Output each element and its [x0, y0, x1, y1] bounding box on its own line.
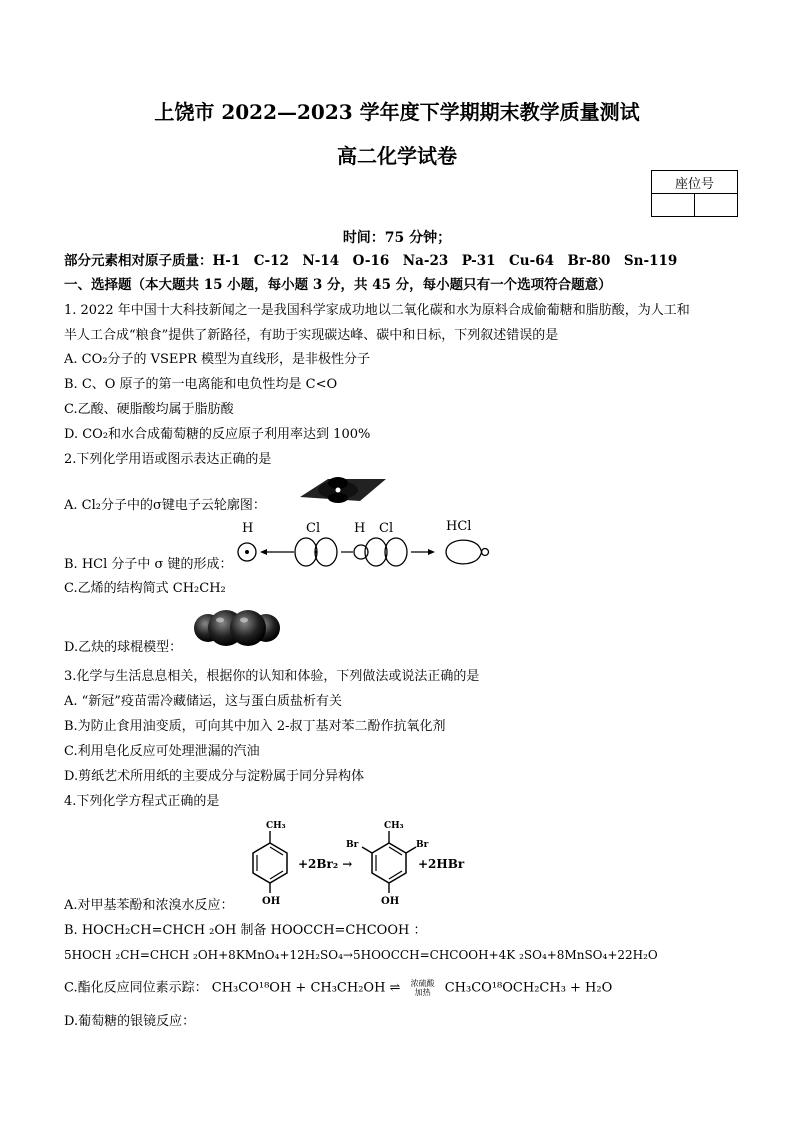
q1-option-a: A. CO₂分子的 VSEPR 模型为直线形，是非极性分子: [64, 352, 371, 367]
q4-option-b-2: 5HOCH ₂CH=CHCH ₂OH+8KMnO₄+12H₂SO₄→5HOOCCH=CHCOOH+4K ₂SO₄+8MnSO₄+22H₂O: [64, 948, 658, 962]
q4-c-cond-bottom: 加热: [414, 988, 431, 997]
diagram-label-hcl: HCl: [446, 519, 472, 534]
q4-option-d: D.葡萄糖的银镜反应：: [64, 1014, 196, 1029]
diagram-label-cl2: Cl: [379, 521, 394, 536]
acetylene-model-image: [192, 606, 282, 650]
exam-title: 上饶市 2022—2023 学年度下学期期末教学质量测试: [154, 100, 640, 124]
q1-option-c: C.乙酸、硬脂酸均属于脂肪酸: [64, 402, 234, 417]
q4-option-b-1: B. HOCH₂CH=CHCH ₂OH 制备 HOOCCH=CHCOOH ：: [64, 923, 427, 938]
exam-time: 时间：75 分钟；: [342, 230, 452, 246]
product-label: +2HBr: [418, 857, 465, 871]
br-right-label: Br: [416, 840, 429, 850]
q4-c-eq-right: CH₃CO¹⁸OCH₂CH₃ + H₂O: [444, 980, 613, 996]
q3-stem: 3.化学与生活息息相关，根据你的认知和体验，下列做法或说法正确的是: [64, 669, 480, 684]
q2-option-a: A. Cl₂分子中的σ键电子云轮廓图：: [64, 498, 266, 513]
q2-option-d: D.乙炔的球棍模型：: [64, 640, 183, 655]
seat-label: 座位号: [652, 171, 738, 194]
diagram-label-h2: H: [354, 521, 366, 536]
exam-subtitle: 高二化学试卷: [337, 144, 457, 168]
ch3-right-label: CH₃: [384, 821, 404, 831]
q4-option-c: [64, 979, 612, 998]
q4-c-prefix: C.酯化反应同位素示踪：: [64, 980, 208, 996]
diagram-label-h1: H: [242, 521, 254, 536]
oh-right-label: OH: [381, 896, 400, 907]
q1-option-d: D. CO₂和水合成葡萄糖的反应原子利用率达到 100%: [64, 427, 371, 442]
q3-option-c: C.利用皂化反应可处理泄漏的汽油: [64, 744, 260, 759]
q2-option-c: C.乙烯的结构简式 CH₂CH₂: [64, 581, 226, 596]
q1-option-b: B. C、O 原子的第一电离能和电负性均是 C<O: [64, 377, 338, 392]
q4-c-condition: [411, 979, 435, 997]
hcl-sigma-formation-diagram: [236, 518, 496, 570]
cl2-sigma-cloud-image: [288, 473, 388, 507]
q4-stem: 4.下列化学方程式正确的是: [64, 794, 220, 809]
q2-option-b: B. HCl 分子中 σ 键的形成：: [64, 557, 233, 572]
br-left-label: Br: [346, 840, 359, 850]
oh-left-label: OH: [262, 896, 281, 907]
diagram-label-cl1: Cl: [306, 521, 321, 536]
q4-option-a: A.对甲基苯酚和浓溴水反应：: [64, 898, 234, 913]
q1-stem-2: 半人工合成“粮食”提供了新路径，有助于实现碳达峰、碳中和日标，下列叙述错误的是: [64, 328, 559, 343]
q1-stem-1: 1. 2022 年中国十大科技新闻之一是我国科学家成功地以二氧化碳和水为原料合成偷葡糖和脂肪酸，为人工和: [64, 303, 690, 318]
q4-c-cond-top: 浓硫酸: [410, 979, 435, 988]
q3-option-a: A. “新冠”疫苗需冷藏储运，这与蛋白质盐析有关: [64, 694, 342, 709]
section-heading: 一、选择题（本大题共 15 小题，每小题 3 分，共 45 分，每小题只有一个选项符合题意）: [64, 277, 612, 293]
seat-cell-2: [695, 194, 738, 217]
atomic-masses: 部分元素相对原子质量：H-1 C-12 N-14 O-16 Na-23 P-31 Cu-64 Br-80 Sn-119: [64, 253, 678, 269]
seat-cell-1: [652, 194, 695, 217]
reagent-label: +2Br₂ →: [298, 857, 353, 871]
seat-number-box: [651, 170, 738, 217]
q3-option-d: D.剪纸艺术所用纸的主要成分与淀粉属于同分异构体: [64, 769, 365, 784]
q4-c-eq-left: CH₃CO¹⁸OH + CH₃CH₂OH ⇌: [211, 980, 401, 996]
q2-stem: 2.下列化学用语或图示表达正确的是: [64, 452, 272, 467]
ch3-left-label: CH₃: [266, 821, 286, 831]
cresol-bromination-diagram: [240, 815, 480, 910]
q3-option-b: B.为防止食用油变质，可向其中加入 2-叔丁基对苯二酚作抗氧化剂: [64, 719, 446, 734]
